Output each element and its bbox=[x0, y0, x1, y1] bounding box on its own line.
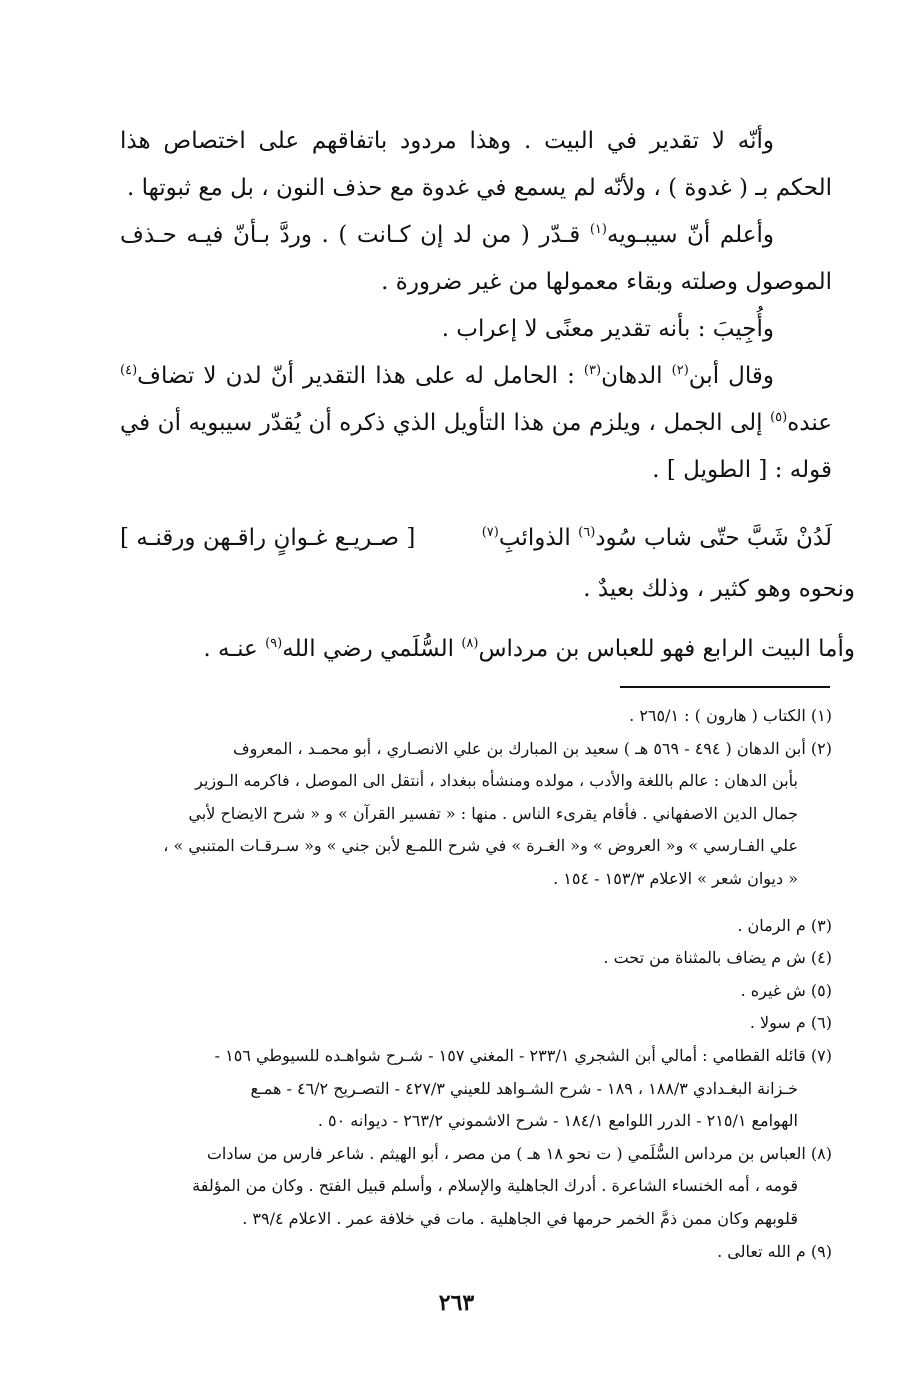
poetry-verse bbox=[120, 516, 832, 560]
paragraph-2-text-b: قـدّر ( من لد إن كـانت ) . وردَّ بـأنّ فيـه حـذف الموصول وصلته وبقاء معمولها من غير ضرورة . bbox=[120, 222, 832, 295]
footnote-7-line-2: خـزانة البغـدادي ١٨٨/٣ ، ١٨٩ - شرح الشـواهد للعيني ٤٢٧/٣ - التصـريح ٤٦/٢ - همـع bbox=[250, 1078, 798, 1098]
verse-first-hemistich bbox=[482, 516, 832, 560]
paragraph-5 bbox=[201, 627, 855, 671]
paragraph-4 bbox=[120, 353, 832, 494]
main-text bbox=[120, 118, 832, 494]
footnote-gap bbox=[125, 896, 832, 910]
paragraph-1 bbox=[120, 118, 832, 212]
footnote-7-line-3: الهوامع ٢١٥/١ - الدرر اللوامع ١٨٤/١ - شرح الاشموني ٢٦٣/٢ - ديوانه ٥٠ . bbox=[317, 1111, 798, 1131]
footnote-3: (٣) م الرمان . bbox=[737, 915, 832, 935]
footnote-ref-3[interactable]: (٣) bbox=[583, 363, 602, 378]
paragraph-4-text-a: وقال أبن bbox=[688, 363, 775, 389]
footnote-4: (٤) ش م يضاف بالمثناة من تحت . bbox=[603, 948, 832, 968]
paragraph-1-line-1: وأنّه لا تقدير في البيت . وهذا مردود باتفاقهم على اختصاص هذا الحكم bbox=[120, 128, 832, 201]
paragraph-5-text-c: عنـه . bbox=[203, 636, 266, 662]
footnote-ref-7[interactable]: (٧) bbox=[481, 525, 499, 540]
paragraph-5-text-a: وأما البيت الرابع فهو للعباس بن مرداس bbox=[478, 636, 855, 662]
verse-second-hemistich: [ صـريـع غـوانٍ راقـهن ورقنـه ] bbox=[120, 525, 416, 551]
footnote-9: (٩) م الله تعالى . bbox=[717, 1241, 832, 1261]
paragraph-3: وأُجِيبَ : بأنه تقدير معنًى لا إعراب . bbox=[441, 316, 774, 342]
paragraph-4-text-c: : الحامل له على هذا التقدير أنّ لدن لا تضاف bbox=[137, 363, 584, 389]
footnote-ref-9[interactable]: (٩) bbox=[265, 636, 283, 651]
footnote-6: (٦) م سولا . bbox=[749, 1013, 832, 1033]
footnote-2-line-5: « ديوان شعر » الاعلام ١٥٣/٣ - ١٥٤ . bbox=[553, 868, 798, 888]
paragraph-5-text-b: السُّلَمي رضي الله bbox=[282, 636, 462, 662]
footnote-8-line-3: قلوبهم وكان ممن ذمَّ الخمر حرمها في الجاهلية . مات في خلافة عمر . الاعلام ٣٩/٤ . bbox=[242, 1208, 798, 1228]
paragraph-4-text-e: إلى الجمل ، ويلزم من هذا التأويل الذي ذكره أن يُقدّر سيبويه أن في قوله : [ الطويل ] . bbox=[120, 410, 832, 483]
paragraph-4-text-b: الدهان bbox=[601, 363, 672, 389]
footnote-1: (١) الكتاب ( هارون ) : ٢٦٥/١ . bbox=[629, 706, 832, 725]
paragraph-2 bbox=[120, 212, 832, 306]
footnote-ref-5[interactable]: (٥) bbox=[770, 410, 788, 425]
after-verse-line: ونحوه وهو كثير ، وذلك بعيدٌ . bbox=[583, 576, 855, 602]
footnote-7-line-1: (٧) قائله القطامي : أمالي أبن الشجري ٢٣٣/١ - المغني ١٥٧ - شـرح شواهـده للسيوطي ١٥٦ - bbox=[214, 1045, 832, 1065]
footnote-2-line-2: بأبن الدهان : عالم باللغة والأدب ، مولده ومنشأه ببغداد ، أنتقل الى الموصل ، فاكرمه الـوزير bbox=[195, 771, 798, 791]
footnote-ref-4[interactable]: (٤) bbox=[120, 363, 138, 378]
footnote-8-line-1: (٨) العباس بن مرداس السُّلَمي ( ت نحو ١٨ هـ ) من مصر ، أبو الهيثم . شاعر فارس من سادات bbox=[206, 1143, 832, 1163]
verse-first-text-a: لَدُنْ شَبَّ حتّى شاب سُود bbox=[595, 525, 832, 551]
footnote-2-line-4: علي الفـارسي » و« العروض » و« الغـرة » في شرح اللمـع لأبن جني » و« سـرقـات المتنبي » ، bbox=[163, 836, 798, 856]
paragraph-1-line-2: بـ ( غدوة ) ، ولأنّه لم يسمع في غدوة مع حذف النون ، بل مع ثبوتها . bbox=[127, 175, 769, 201]
paragraph-4-text-d: عنده bbox=[787, 410, 832, 436]
page-number: ٢٦٣ bbox=[438, 1290, 475, 1316]
verse-first-text-b: الذوائبِ bbox=[498, 525, 579, 551]
footnote-2-line-1: (٢) أبن الدهان ( ٤٩٤ - ٥٦٩ هـ ) سعيد بن المبارك بن علي الانصـاري ، أبو محمـد ، المعروف bbox=[232, 738, 832, 758]
footnote-ref-8[interactable]: (٨) bbox=[461, 636, 479, 651]
footnote-ref-1[interactable]: (١) bbox=[589, 222, 607, 237]
paragraph-2-text-a: وأعلم أنّ سيبـويه bbox=[606, 222, 774, 248]
footnote-ref-2[interactable]: (٢) bbox=[671, 363, 689, 378]
footnote-ref-6[interactable]: (٦) bbox=[578, 525, 596, 540]
footnote-8-line-2: قومه ، أمه الخنساء الشاعرة . أدرك الجاهلية والإسلام ، وأسلم قبيل الفتح . وكان من المؤلفة bbox=[192, 1176, 798, 1196]
footnote-2-line-3: جمال الدين الاصفهاني . فأقام يقرىء الناس . منها : « تفسير القرآن » و « شرح الايضاح لأبي bbox=[188, 803, 798, 823]
footnotes bbox=[125, 700, 832, 1268]
footnote-5: (٥) ش غيره . bbox=[740, 980, 832, 1000]
footnote-separator bbox=[620, 686, 830, 688]
